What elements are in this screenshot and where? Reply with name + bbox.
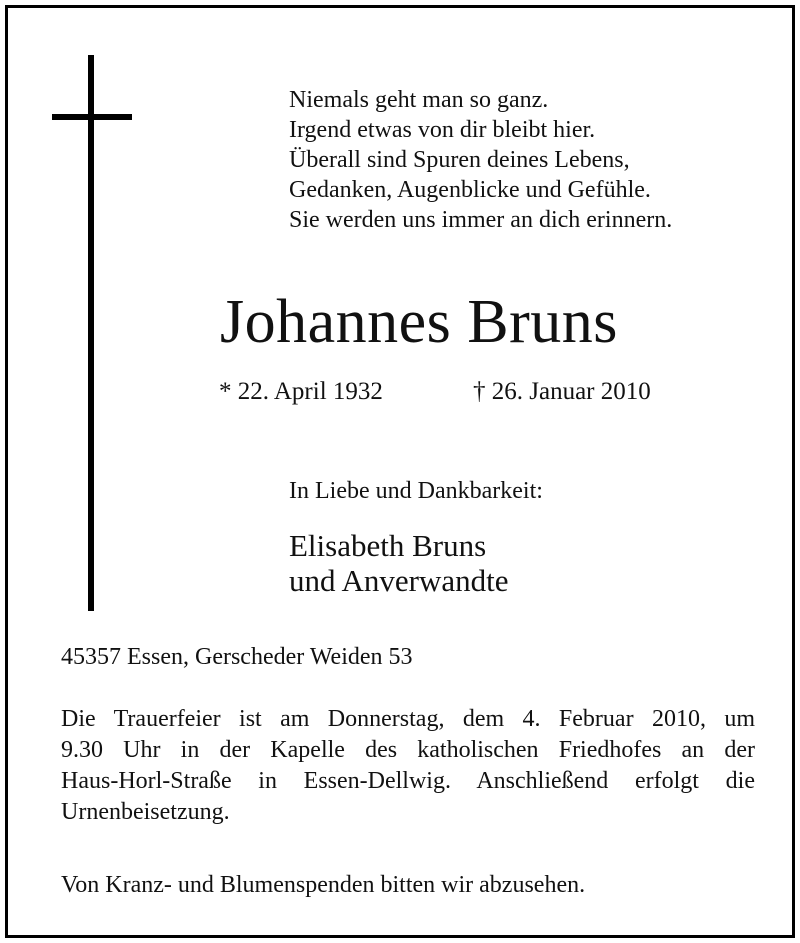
- service-line: Die Trauerfeier ist am Donnerstag, dem 4. Februar 2010, um: [61, 706, 755, 732]
- poem-line: Sie werden uns immer an dich erinnern.: [289, 207, 673, 233]
- flowers-note: Von Kranz- und Blumenspenden bitten wir abzusehen.: [61, 872, 586, 898]
- deceased-name: Johannes Bruns: [220, 288, 618, 356]
- poem-line: Irgend etwas von dir bleibt hier.: [289, 117, 596, 143]
- life-dates: [219, 376, 651, 408]
- gratitude-line: In Liebe und Dankbarkeit:: [289, 478, 543, 504]
- poem-line: Niemals geht man so ganz.: [289, 87, 549, 113]
- service-line: 9.30 Uhr in der Kapelle des katholischen Friedhofes an der: [61, 737, 755, 763]
- mourners: [289, 528, 509, 598]
- service-line: Urnenbeisetzung.: [61, 799, 230, 825]
- cross-icon: [88, 55, 94, 611]
- poem: [289, 85, 672, 235]
- poem-line: Überall sind Spuren deines Lebens,: [289, 147, 630, 173]
- mourner-line: Elisabeth Bruns: [289, 528, 487, 563]
- address: 45357 Essen, Gerscheder Weiden 53: [61, 644, 413, 670]
- death-date: † 26. Januar 2010: [473, 378, 651, 405]
- service-line: Haus-Horl-Straße in Essen-Dellwig. Anschließend erfolgt die: [61, 768, 755, 794]
- cross-icon-crossbar: [52, 114, 132, 120]
- birth-date: * 22. April 1932: [219, 378, 383, 405]
- poem-line: Gedanken, Augenblicke und Gefühle.: [289, 177, 651, 203]
- obituary-notice: [5, 5, 795, 938]
- service-info: [61, 704, 755, 828]
- mourner-line: und Anverwandte: [289, 563, 509, 598]
